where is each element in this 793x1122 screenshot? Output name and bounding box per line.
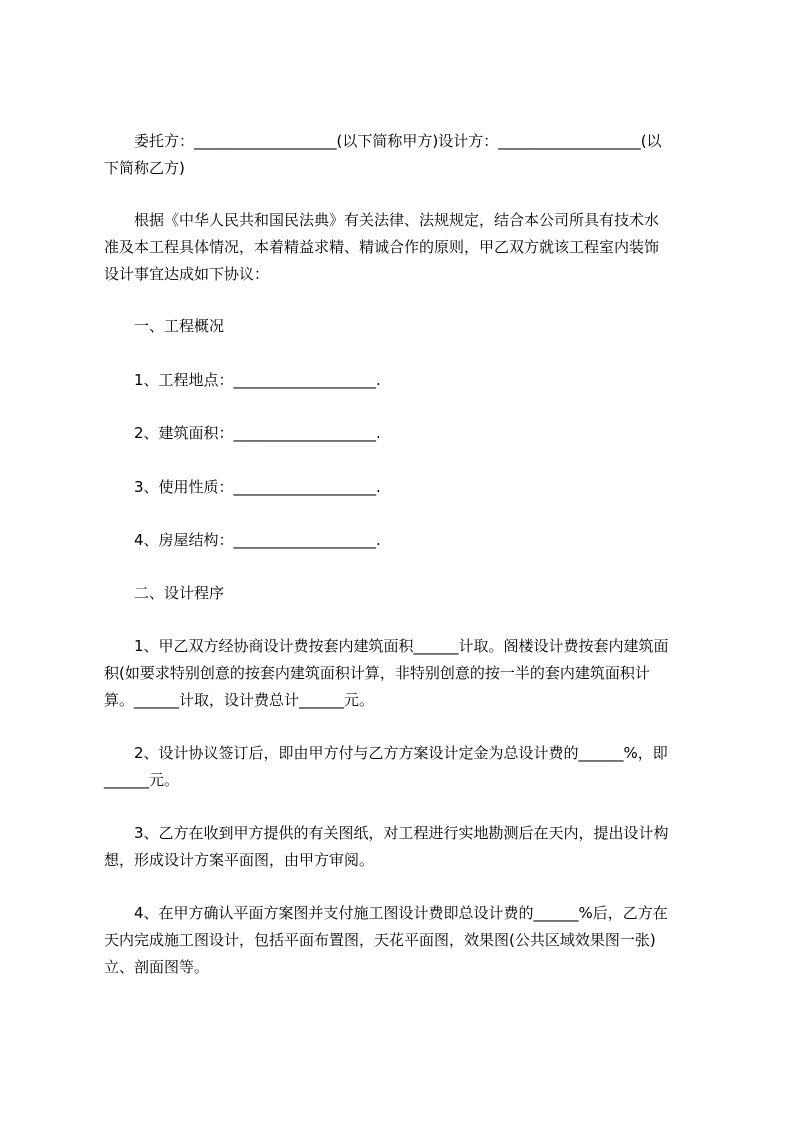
text-line: 设计事宜达成如下协议：: [104, 265, 270, 283]
text-line: 4、在甲方确认平面方案图并支付施工图设计费即总设计费的______%后，乙方在: [104, 904, 668, 922]
text-line: 天内完成施工图设计，包括平面布置图，天花平面图，效果图(公共区域效果图一张): [104, 931, 656, 949]
procedure-clause-2: [104, 740, 704, 794]
text-line: 根据《中华人民共和国民法典》有关法律、法规规定，结合本公司所具有技术水: [104, 211, 660, 229]
text-line: 准及本工程具体情况，本着精益求精、精诚合作的原则，甲乙双方就该工程室内装饰: [104, 238, 660, 256]
section-heading-design-procedure: [104, 580, 704, 607]
item-usage-type: [104, 474, 704, 501]
item-text: 2、建筑面积：___________________.: [104, 424, 381, 442]
procedure-clause-4: [104, 900, 704, 981]
text-line: 积(如要求特别创意的按套内建筑面积计算，非特别创意的按一半的套内建筑面积计: [104, 664, 650, 682]
item-building-structure: [104, 527, 704, 554]
text-line: ______元。: [104, 771, 180, 789]
preamble-paragraph: [104, 207, 704, 288]
text-line: 委托方：___________________(以下简称甲方)设计方：___________________(以: [104, 132, 662, 150]
procedure-clause-1: [104, 633, 704, 714]
item-text: 1、工程地点：___________________.: [104, 371, 381, 389]
heading-text: 二、设计程序: [104, 584, 225, 602]
text-line: 立、剖面图等。: [104, 958, 210, 976]
text-line: 3、乙方在收到甲方提供的有关图纸，对工程进行实地勘测后在天内，提出设计构: [104, 824, 669, 842]
heading-text: 一、工程概况: [104, 317, 225, 335]
text-line: 下简称乙方): [104, 159, 185, 177]
text-line: 2、设计协议签订后，即由甲方付与乙方方案设计定金为总设计费的______%，即: [104, 744, 668, 762]
item-text: 4、房屋结构：___________________.: [104, 531, 381, 549]
item-building-area: [104, 420, 704, 447]
item-text: 3、使用性质：___________________.: [104, 478, 381, 496]
item-project-location: [104, 367, 704, 394]
procedure-clause-3: [104, 820, 704, 874]
text-line: 1、甲乙双方经协商设计费按套内建筑面积______计取。阁楼设计费按套内建筑面: [104, 637, 669, 655]
parties-paragraph: [104, 128, 704, 182]
text-line: 算。______计取，设计费总计______元。: [104, 691, 375, 709]
section-heading-project-overview: [104, 313, 704, 340]
text-line: 想，形成设计方案平面图，由甲方审阅。: [104, 851, 375, 869]
